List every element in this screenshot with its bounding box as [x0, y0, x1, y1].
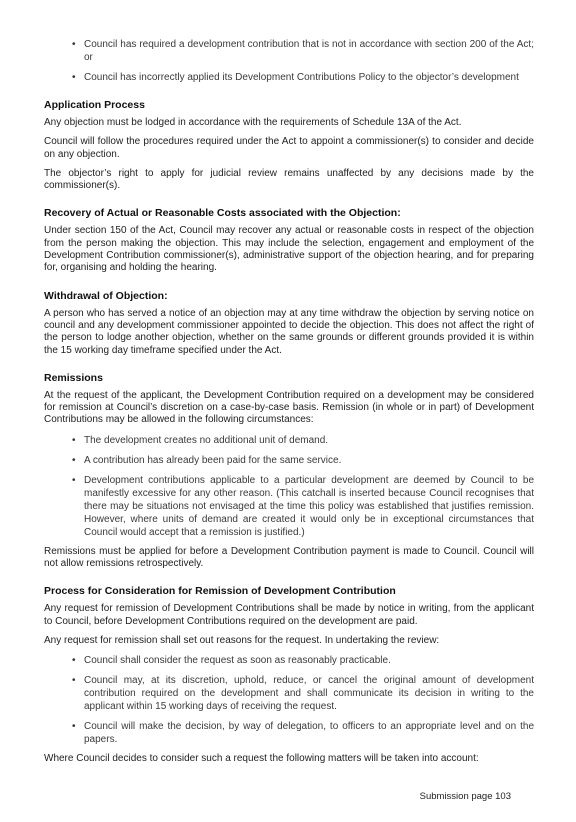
list-item: • The development creates no additional unit of demand. [72, 434, 329, 446]
section-heading: Application Process [44, 99, 145, 111]
process-bullet-list [44, 654, 534, 746]
bullet-icon: • [72, 72, 76, 83]
application-section [44, 99, 534, 192]
list-item: • Council may, at its discretion, uphold, reduce, or cancel the original amount of development contribution required on the development and shall communicate its decision in writing to the applicant within 15 working days of receiving the request. [72, 675, 534, 713]
process-section [44, 585, 534, 765]
paragraph: A person who has served a notice of an objection may at any time withdraw the objection by serving notice on council and any development commissioner appointed to decide the objection. This does not affect the right of the person to lodge another objection, whether on the same grounds or different grounds provided it is within the 15 working day timeframe specified under the Act. [44, 307, 534, 356]
paragraph: Under section 150 of the Act, Council may recover any actual or reasonable costs in respect of the objection from the person making the objection. This may include the selection, engagement and employment of the Development Contribution commissioner(s), administrative support of the objection hearing, and for preparing for, organising and holding the hearing. [44, 225, 534, 274]
withdrawal-section [44, 290, 534, 357]
bullet-icon: • [72, 474, 76, 486]
bullet-icon: • [72, 434, 76, 446]
paragraph: Any request for remission shall set out reasons for the request. In undertaking the review: [44, 634, 440, 646]
paragraph: Any request for remission of Development Contributions shall be made by notice in writing, from the applicant to Council, before Development Contributions required on the development are paid. [44, 603, 534, 627]
list-item: • Council has required a development contribution that is not in accordance with section 200 of the Act; or [72, 39, 534, 63]
section-heading: Recovery of Actual or Reasonable Costs associated with the Objection: [44, 207, 401, 220]
section-heading: Remissions [44, 371, 103, 384]
paragraph: Council will follow the procedures required under the Act to appoint a commissioner(s) to consider and decide on any objection. [44, 136, 534, 160]
section-heading: Withdrawal of Objection: [44, 289, 168, 302]
bullet-icon: • [72, 39, 76, 50]
remissions-bullet-list [44, 434, 534, 539]
paragraph: Any objection must be lodged in accordance with the requirements of Schedule 13A of the Act. [44, 117, 462, 128]
list-item: • Development contributions applicable to a particular development are deemed by Council to be manifestly excessive for any other reason. (This catchall is inserted because Council recognises that there may be situations not envisaged at the time this policy was established that justifies remission. However, where units of demand are created it would only be in exceptional circumstances that Council would accept that a remission is justified.) [72, 474, 534, 538]
document-page [44, 38, 534, 773]
bullet-icon: • [72, 454, 76, 466]
page-footer: Submission page 103 [419, 791, 511, 802]
paragraph: Where Council decides to consider such a request the following matters will be taken into account: [44, 753, 479, 765]
paragraph: Remissions must be applied for before a Development Contribution payment is made to Council. Council will not allow remissions retrospectively. [44, 545, 534, 570]
list-item: • Council has incorrectly applied its Development Contributions Policy to the objector’s development [72, 72, 519, 83]
top-bullet-list [44, 38, 534, 84]
bullet-icon: • [72, 655, 76, 667]
bullet-icon: • [72, 675, 76, 687]
section-heading: Process for Consideration for Remission of Development Contribution [44, 585, 396, 598]
list-item: • A contribution has already been paid for the same service. [72, 454, 342, 466]
list-item: • Council will make the decision, by way of delegation, to officers to an appropriate level and on the papers. [72, 721, 534, 746]
paragraph: At the request of the applicant, the Development Contribution required on a development may be considered for remission at Council’s discretion on a case-by-case basis. Remission (in whole or in part) of Development Contributions may be allowed in the following circumstances: [44, 389, 534, 426]
remissions-section [44, 372, 534, 570]
paragraph: The objector’s right to apply for judicial review remains unaffected by any decisions made by the commissioner(s). [44, 167, 534, 192]
recovery-section [44, 207, 534, 274]
list-item: • Council shall consider the request as soon as reasonably practicable. [72, 655, 391, 667]
bullet-icon: • [72, 721, 76, 733]
